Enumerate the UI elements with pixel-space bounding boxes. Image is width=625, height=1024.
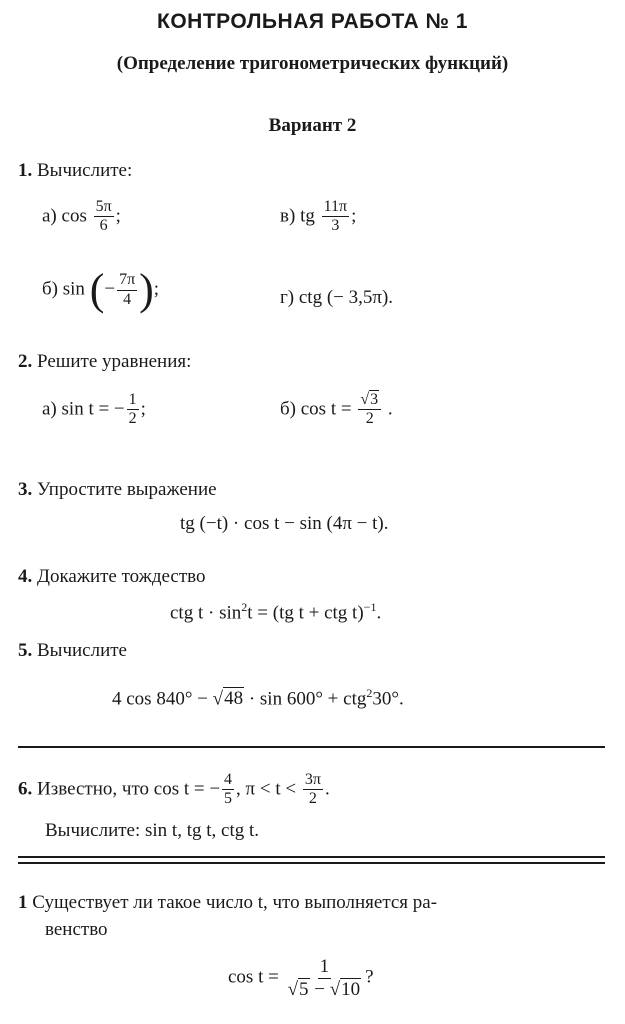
expression-part: 30°. xyxy=(372,688,404,710)
numerator: 1 xyxy=(319,956,330,977)
task-2a xyxy=(42,391,146,429)
denominator: 2 xyxy=(128,410,137,428)
minus-sign: − xyxy=(104,278,116,300)
denominator: 4 xyxy=(123,290,132,308)
page-title: КОНТРОЛЬНАЯ РАБОТА № 1 xyxy=(157,10,468,33)
function-name: tg xyxy=(300,205,315,227)
punctuation: . xyxy=(324,778,330,800)
task-6-line-2: Вычислите: sin t, tg t, ctg t. xyxy=(45,820,260,841)
item-label: в) xyxy=(280,205,296,227)
task-number: 3. xyxy=(18,479,33,500)
expression-part: cos t = xyxy=(228,966,279,988)
expression-part: ctg t · sin xyxy=(170,602,242,624)
task-text: Решите уравнения: xyxy=(37,351,192,372)
task-number: 6. xyxy=(18,778,33,800)
punctuation: ? xyxy=(365,966,374,988)
numerator: 11π xyxy=(322,198,349,217)
expression: cos t = xyxy=(300,398,352,420)
exponent: −1 xyxy=(363,600,377,614)
task-1b xyxy=(42,265,160,314)
expression-part: , π < t < xyxy=(236,778,297,800)
numerator: 4 xyxy=(222,771,234,790)
task-4-heading xyxy=(18,566,205,588)
denominator: 2 xyxy=(308,790,317,808)
expression-part: t = (tg t + ctg t) xyxy=(247,602,364,624)
function-name: sin xyxy=(62,278,85,300)
right-paren: ) xyxy=(139,265,154,314)
task-7-expression xyxy=(228,956,374,1001)
task-6-line-1 xyxy=(18,771,330,809)
task-5-expression: 4 cos 840° − √48 · sin 600° + ctg$^2$30°. xyxy=(112,686,404,710)
task-1-heading xyxy=(18,160,132,182)
expression: sin t = − xyxy=(61,398,125,420)
divider-line-lower xyxy=(18,862,605,864)
exponent: 2 xyxy=(241,600,248,614)
task-number: 5. xyxy=(18,640,33,661)
denominator: 5 xyxy=(224,790,233,808)
fraction xyxy=(358,391,381,429)
denominator: 2 xyxy=(365,410,374,428)
task-number: 2. xyxy=(18,351,33,372)
task-2b xyxy=(280,391,393,429)
punctuation: . xyxy=(376,602,382,624)
numerator: 3π xyxy=(303,771,323,790)
fraction xyxy=(286,956,364,1001)
radicand: 48 xyxy=(224,688,244,710)
expression-part: · sin 600° + ctg xyxy=(248,688,367,710)
denominator: 6 xyxy=(99,217,108,235)
exponent: 2 xyxy=(366,686,373,700)
item-label: б) xyxy=(280,398,296,420)
fraction xyxy=(303,771,323,809)
task-7-line-1 xyxy=(18,892,437,914)
task-number: 4. xyxy=(18,566,33,587)
punctuation: . xyxy=(387,398,393,420)
task-3-expression: tg (−t) · cos t − sin (4π − t). xyxy=(180,513,389,534)
fraction xyxy=(117,271,137,309)
task-number: 1. xyxy=(18,160,33,181)
fraction xyxy=(127,391,139,429)
expression-part: Известно, что cos t = − xyxy=(37,778,221,800)
task-number: 1 xyxy=(18,892,28,913)
fraction xyxy=(94,198,114,236)
denominator: √5 − √10 xyxy=(287,978,361,1000)
radicand: 10 xyxy=(341,978,361,1000)
task-text: Докажите тождество xyxy=(37,566,206,587)
left-paren: ( xyxy=(89,265,105,314)
task-1v xyxy=(280,198,356,236)
fraction xyxy=(222,771,234,809)
punctuation: ; xyxy=(153,278,160,300)
task-5-heading xyxy=(18,640,127,662)
task-text: Существует ли такое число t, что выполняется ра- xyxy=(32,892,438,913)
numerator: √3 xyxy=(358,391,381,410)
task-text: Вычислите xyxy=(37,640,127,661)
task-1a xyxy=(42,198,121,236)
numerator: 5π xyxy=(94,198,114,217)
expression: ctg (− 3,5π). xyxy=(298,287,394,308)
expression-part: 4 cos 840° − xyxy=(112,688,208,710)
task-3-heading xyxy=(18,479,217,501)
numerator: 1 xyxy=(127,391,139,410)
page-subtitle: (Определение тригонометрических функций) xyxy=(116,53,509,74)
item-label: г) xyxy=(280,287,295,308)
task-2-heading xyxy=(18,351,191,373)
punctuation: ; xyxy=(351,205,357,227)
punctuation: ; xyxy=(140,398,146,420)
divider-line xyxy=(18,746,605,748)
function-name: cos xyxy=(61,205,87,227)
task-text: Упростите выражение xyxy=(37,479,217,500)
radicand: 3 xyxy=(370,391,379,408)
item-label: а) xyxy=(42,205,57,227)
fraction xyxy=(322,198,349,236)
task-4-expression xyxy=(170,600,381,624)
item-label: б) xyxy=(42,278,58,300)
punctuation: ; xyxy=(115,205,121,227)
variant-heading: Вариант 2 xyxy=(268,115,357,136)
task-7-line-2: венство xyxy=(45,919,108,940)
radicand: 5 xyxy=(299,978,309,1000)
divider-line-upper xyxy=(18,856,605,858)
task-text: Вычислите: xyxy=(37,160,133,181)
item-label: а) xyxy=(42,398,57,420)
denominator: 3 xyxy=(331,217,340,235)
task-1g xyxy=(280,287,393,309)
numerator: 7π xyxy=(117,271,137,290)
